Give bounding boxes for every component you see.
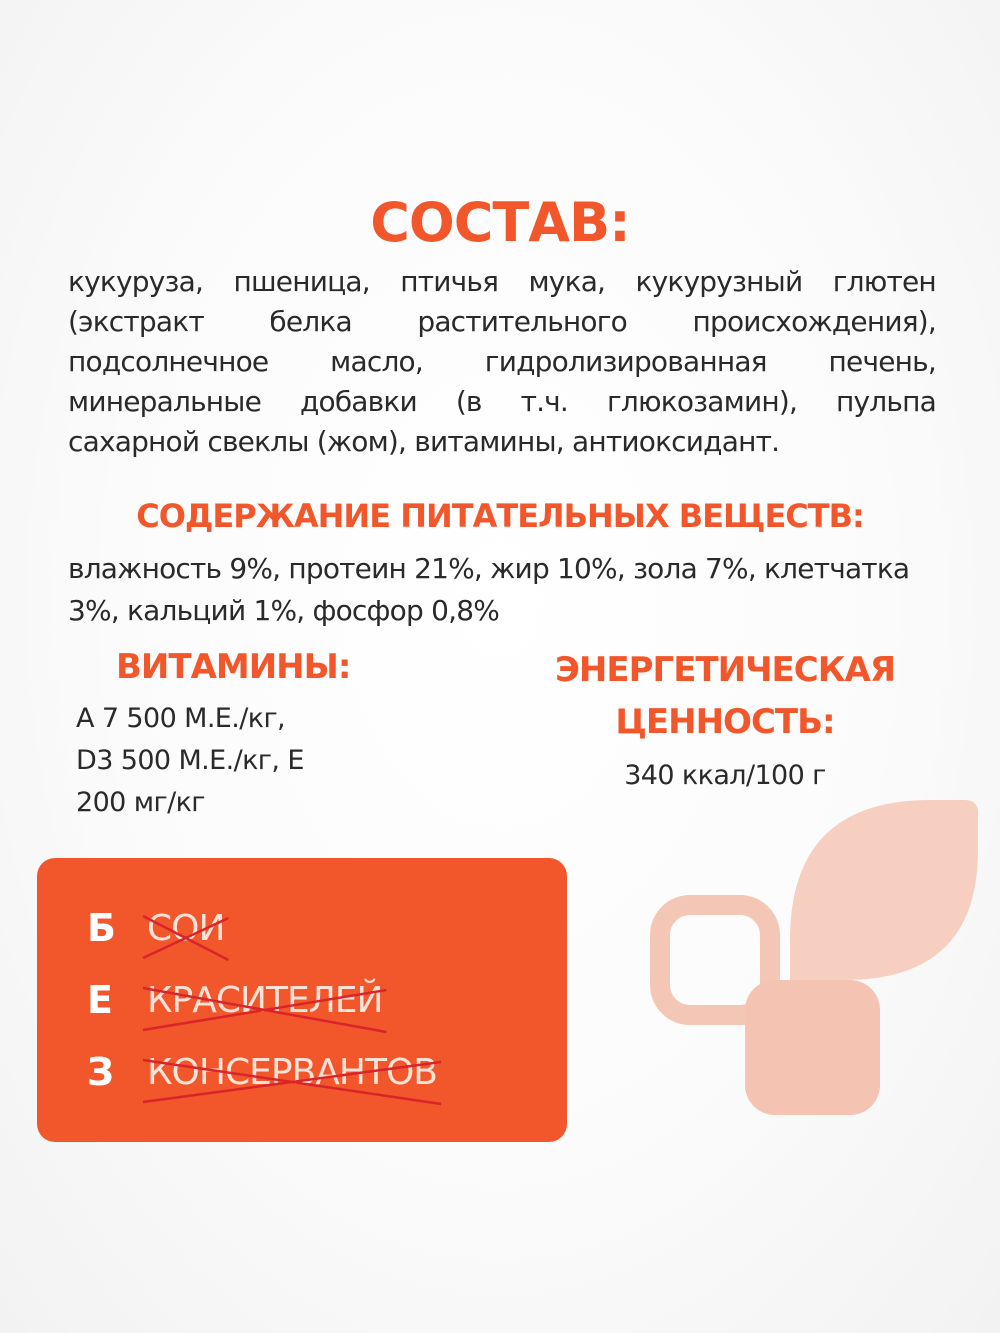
free-from-panel	[37, 858, 567, 1142]
word: мука,	[528, 265, 606, 298]
decorative-shapes-icon	[640, 790, 985, 1130]
composition-line	[68, 302, 936, 342]
word: пульпа	[836, 385, 936, 418]
free-from-word-text: СОИ	[147, 907, 225, 949]
nutrients-title: СОДЕРЖАНИЕ ПИТАТЕЛЬНЫХ ВЕЩЕСТВ:	[136, 497, 864, 535]
word: глюкозамин),	[606, 385, 798, 418]
composition-line	[68, 382, 936, 422]
energy-title-line: ЦЕННОСТЬ:	[615, 702, 835, 742]
energy-value: 340 ккал/100 г	[624, 760, 826, 791]
nutrients-line: влажность 9%, протеин 21%, жир 10%, зола 7%, клетчатка	[68, 552, 910, 585]
nutrients-text	[68, 548, 936, 632]
word: пшеница,	[233, 265, 370, 298]
free-from-word	[147, 980, 382, 1021]
strikethrough-cross-icon	[143, 984, 386, 1036]
free-from-letter: Б	[87, 906, 116, 950]
word: происхождения),	[692, 305, 936, 338]
word: кукуруза,	[68, 265, 204, 298]
free-from-word	[147, 908, 224, 949]
free-from-word-text: КРАСИТЕЛЕЙ	[147, 979, 383, 1021]
word: (экстракт	[68, 305, 204, 338]
free-from-word	[147, 1052, 437, 1093]
vitamins-title: ВИТАМИНЫ:	[116, 647, 351, 687]
free-from-row	[87, 1042, 437, 1102]
composition-text	[68, 262, 936, 462]
word: т.ч.	[520, 385, 569, 418]
word: белка	[269, 305, 352, 338]
word: растительного	[417, 305, 627, 338]
free-from-letter: Е	[87, 978, 113, 1022]
vitamins-text	[76, 698, 376, 824]
word: печень,	[828, 345, 936, 378]
word: гидролизированная	[484, 345, 767, 378]
energy-title	[540, 644, 910, 748]
vitamin-line: D3 500 М.Е./кг, Е	[76, 745, 304, 776]
composition-line	[68, 422, 936, 462]
composition-line	[68, 342, 936, 382]
free-from-letter: З	[87, 1050, 114, 1094]
vitamin-line: 200 мг/кг	[76, 787, 205, 818]
word: минеральные	[68, 385, 262, 418]
composition-line	[68, 262, 936, 302]
word: (в	[455, 385, 482, 418]
composition-title: СОСТАВ:	[370, 191, 630, 254]
word: добавки	[299, 385, 417, 418]
strikethrough-cross-icon	[143, 1056, 441, 1108]
word: сахарной свеклы (жом), витамины, антиоксидант.	[68, 425, 780, 458]
word: кукурузный	[635, 265, 803, 298]
free-from-row	[87, 970, 382, 1030]
free-from-row	[87, 898, 224, 958]
word: глютен	[832, 265, 936, 298]
word: подсолнечное	[68, 345, 269, 378]
free-from-word-text: КОНСЕРВАНТОВ	[147, 1051, 437, 1093]
strikethrough-cross-icon	[143, 912, 228, 964]
energy-title-line: ЭНЕРГЕТИЧЕСКАЯ	[554, 650, 896, 690]
nutrients-line: 3%, кальций 1%, фосфор 0,8%	[68, 594, 500, 627]
word: масло,	[330, 345, 423, 378]
vitamin-line: А 7 500 М.Е./кг,	[76, 703, 286, 734]
word: птичья	[400, 265, 499, 298]
